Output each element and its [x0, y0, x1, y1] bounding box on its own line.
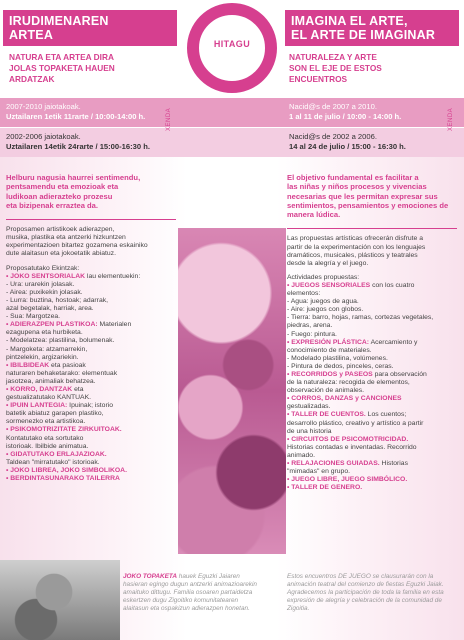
- activity-text: conocimiento de materiales.: [287, 346, 372, 354]
- intro-line: ludikoan adierazteko prozesu: [6, 191, 113, 201]
- date-line: Nacid@s de 2002 a 2006.: [289, 132, 377, 141]
- activity-title: • IPUIN LANTEGIA:: [6, 402, 68, 410]
- intro-line: necesarias que les permitan expresar sus: [287, 191, 438, 201]
- activity-text: naturaren behaketarako: elementuak: [6, 369, 118, 377]
- activity-text: ezagupena eta hurbiketa.: [6, 329, 83, 337]
- left-column: [6, 173, 176, 483]
- activity-item: [287, 282, 457, 339]
- xenda-label-right: XENDA: [448, 107, 454, 131]
- activity-text: - Airea: puxikekin jolasak.: [6, 288, 83, 296]
- activity-title: • KORRO, DANTZAK: [6, 385, 73, 393]
- activity-item: [287, 371, 457, 395]
- activity-item: [6, 273, 176, 322]
- activity-text: Materialen: [97, 321, 132, 329]
- intro-line: Helburu nagusia haurrei sentimendu,: [6, 173, 141, 182]
- para-line: partir de la experimentación con los lenguajes: [287, 243, 426, 251]
- activity-text: observación de animales.: [287, 387, 365, 395]
- activity-title: • GIDATUTAKO ERLAJAZIOAK.: [6, 450, 107, 458]
- header-left-line: ARTEA: [9, 28, 54, 42]
- activity-title: • BERDINTASUNARAKO TAILERRA: [6, 475, 120, 482]
- activity-title: • CIRCUITOS DE PSICOMOTRICIDAD.: [287, 435, 409, 443]
- right-activity-list: [287, 282, 457, 492]
- activity-item: [6, 321, 176, 361]
- header-right-line: IMAGINA EL ARTE,: [291, 14, 408, 28]
- footer-line: animación teatral del comienzo de fiestas Eguzki Jaiak.: [287, 581, 444, 588]
- xenda-label-left: XENDA: [166, 107, 172, 131]
- activity-title: • JUEGOS SENSORIALES: [287, 281, 371, 289]
- activity-text: con los cuatro: [370, 281, 415, 289]
- intro-line: sentimientos, pensamientos y emociones de: [287, 200, 449, 210]
- subtitle-line: JOLAS TOPAKETA HAUEN: [9, 63, 115, 73]
- date-line: Uztailaren 14etik 24rarte / 15:00-16:30 h.: [6, 142, 150, 151]
- activity-text: - Sua: Margotzea.: [6, 313, 61, 321]
- activity-text: elementos:: [287, 290, 321, 298]
- activity-text: Ipuinak; istorio: [67, 402, 114, 410]
- right-intro: [287, 173, 457, 219]
- activity-item: [6, 386, 176, 402]
- footer-left: [123, 573, 261, 613]
- activity-title: • EXPRESIÓN PLÁSTICA:: [287, 338, 370, 346]
- activity-title: • PSIKOMOTRIZITATE ZIRKUITOAK.: [6, 426, 122, 434]
- activity-text: para observación: [372, 370, 427, 378]
- activity-text: - Agua: juegos de agua.: [287, 298, 359, 306]
- subtitle-line: ENCUENTROS: [289, 74, 348, 84]
- intro-line: pentsamendu eta emozioak eta: [6, 182, 119, 192]
- intro-line: las niñas y niños procesos y vivencias: [287, 182, 427, 192]
- activity-item: [6, 362, 176, 386]
- header-left-line: IRUDIMENAREN: [9, 14, 109, 28]
- children-painting-photo: [178, 228, 286, 554]
- intro-line: manera lúdica.: [287, 210, 341, 220]
- dates-right-second: [289, 132, 459, 152]
- activity-text: de una historia: [287, 427, 332, 435]
- para-line: desde la alegría y el juego.: [287, 259, 369, 267]
- activity-text: gestualizadas.: [287, 403, 331, 411]
- dates-left-first: [6, 102, 176, 122]
- dates-right-first: [289, 102, 459, 122]
- footer-line: alaitasun eta ospakizun adierazpen honetan.: [123, 605, 250, 612]
- activity-title: • CORROS, DANZAS y CANCIONES: [287, 395, 402, 403]
- intro-line: El objetivo fundamental es facilitar a: [287, 173, 419, 182]
- activity-title: • JOKO LIBREA, JOKO SIMBOLIKOA.: [6, 466, 127, 474]
- footer-line: expresión de alegría y celebración de la comunidad de: [287, 597, 442, 604]
- activity-text: Acercamiento y: [369, 338, 418, 346]
- activity-text: Historias: [379, 460, 408, 468]
- activity-text: jasotzea, animaliak behatzea.: [6, 377, 96, 385]
- activity-text: Historias contadas e inventadas. Recorrido: [287, 443, 417, 451]
- para-line: musika, plastika eta antzerki hizkuntzen: [6, 234, 126, 242]
- subtitle-line: NATURA ETA ARTEA DIRA: [9, 52, 114, 62]
- proposals-heading: Actividades propuestas:: [287, 273, 360, 281]
- children-activity-photo: [0, 560, 120, 640]
- activity-text: - Modelatzea: plastilina, bolumenak.: [6, 337, 115, 345]
- subtitle-left: [9, 52, 179, 85]
- subtitle-line: NATURALEZA Y ARTE: [289, 52, 377, 62]
- activity-title: • TALLER DE CUENTOS.: [287, 411, 366, 419]
- activity-title: • IBILBIDEAK: [6, 361, 50, 369]
- left-paragraph: [6, 226, 176, 258]
- activity-text: eta pasioak: [49, 361, 86, 369]
- footer-line: amaituko dittugu. Familia osoaren partaidetza: [123, 589, 253, 596]
- activity-text: "mimadas" en grupo.: [287, 468, 351, 476]
- dates-left-second: [6, 132, 176, 152]
- activity-title: • JOKO SENTSORIALAK: [6, 272, 86, 280]
- divider: [6, 219, 176, 220]
- activity-text: - Tierra: barro, hojas, ramas, cortezas vegetales,: [287, 314, 434, 322]
- subtitle-right: [289, 52, 459, 85]
- footer-line: hasieran egingo dugun antzerki animazioarekin: [123, 581, 257, 588]
- activity-title: • RELAJACIONES GUIADAS.: [287, 460, 380, 468]
- date-line: Nacid@s de 2007 a 2010.: [289, 102, 377, 111]
- right-column: [287, 173, 457, 492]
- footer-line: hauek Eguzki Jaiaren: [176, 573, 240, 580]
- activity-text: istorioak. Ibilbide animatua.: [6, 442, 89, 450]
- activity-text: Los cuentos;: [365, 411, 407, 419]
- date-line: 14 al 24 de julio / 15:00 - 16:30 h.: [289, 142, 406, 151]
- footer-line: eskertzen dugu Zigoitiko komunitatearen: [123, 597, 239, 604]
- logo-text: HITAGU: [213, 39, 251, 49]
- activity-text: eta: [72, 385, 84, 393]
- activity-text: sormenezko eta artistikoa.: [6, 418, 86, 426]
- footer-line: Agradecemos la participación de toda la familia en esta: [287, 589, 444, 596]
- date-line: Uztailaren 1etik 11rarte / 10:00-14:00 h.: [6, 112, 146, 121]
- date-line: 2007-2010 jaiotakoak.: [6, 102, 81, 111]
- intro-line: eta bizipenak erraztea da.: [6, 200, 99, 210]
- header-right: [285, 10, 459, 46]
- footer-line: Zigoitia.: [287, 605, 310, 612]
- activity-item: [287, 395, 457, 411]
- activity-text: - Lurra: buztina, hostoak; adarrak,: [6, 296, 109, 304]
- activity-text: animado.: [287, 451, 315, 459]
- activity-text: batetik abiatuz garapen plastiko,: [6, 410, 104, 418]
- para-line: experimentazioen bitartez gozamena eskainiko: [6, 242, 148, 250]
- activity-item: [6, 402, 176, 426]
- left-activity-list: [6, 273, 176, 483]
- footer-line: Estos encuentros DE JUEGO se clausurarán con la: [287, 573, 434, 580]
- activity-item: [6, 426, 176, 450]
- activity-item: [287, 411, 457, 435]
- header-left: [3, 10, 177, 46]
- activity-text: pintzelekin, argizariekin.: [6, 353, 79, 361]
- activity-text: gestualizatutako KANTUAK.: [6, 394, 92, 402]
- activity-text: - Modelado plastilina, volúmenes.: [287, 354, 388, 362]
- activity-item: [287, 339, 457, 371]
- activity-title: • ADIERAZPEN PLASTIKOA:: [6, 321, 98, 329]
- activity-text: - Fuego: pintura.: [287, 330, 337, 338]
- date-line: 1 al 11 de julio / 10:00 - 14:00 h.: [289, 112, 402, 121]
- activity-text: - Ura: urarekin jolasak.: [6, 280, 75, 288]
- activity-text: Taldean "mirratutako" istorioak.: [6, 458, 100, 466]
- date-band-secondary: [0, 128, 464, 157]
- activity-text: azal begetalak, harriak, area.: [6, 305, 94, 313]
- activity-item: [6, 475, 176, 483]
- right-paragraph: [287, 235, 457, 267]
- para-line: Proposamen artistikoek adierazpen,: [6, 226, 115, 234]
- subtitle-line: ARDATZAK: [9, 74, 55, 84]
- date-band-primary: [0, 98, 464, 127]
- footer-strong: JOKO TOPAKETA: [123, 573, 177, 580]
- activity-text: de la naturaleza: recogida de elementos,: [287, 379, 410, 387]
- para-line: dramáticos, musicales, plásticos y teatrales: [287, 251, 418, 259]
- activity-text: Kontatutako eta sortutako: [6, 434, 84, 442]
- para-line: dute alaitasun eta jokoetatik abiatuz.: [6, 250, 116, 258]
- activity-item: [287, 460, 457, 476]
- activity-item: [6, 451, 176, 467]
- activity-item: [287, 484, 457, 492]
- activity-item: [6, 467, 176, 475]
- left-intro: [6, 173, 176, 210]
- proposals-heading: Proposatutako Ekintzak:: [6, 264, 80, 272]
- activity-title: • TALLER DE GENERO.: [287, 484, 363, 492]
- activity-title: • RECORRIDOS y PASEOS: [287, 370, 373, 378]
- activity-item: [287, 476, 457, 484]
- subtitle-line: SON EL EJE DE ESTOS: [289, 63, 382, 73]
- activity-text: desarrollo plástico, creativo y artístico a partir: [287, 419, 424, 427]
- para-line: Las propuestas artísticas ofrecerán disfrute a: [287, 235, 424, 243]
- footer-right: [287, 573, 457, 613]
- activity-title: • JUEGO LIBRE, JUEGO SIMBÓLICO.: [287, 476, 408, 484]
- activity-item: [287, 436, 457, 460]
- activity-text: piedras, arena.: [287, 322, 333, 330]
- hitagu-logo: [187, 3, 277, 93]
- date-line: 2002-2006 jaiotakoak.: [6, 132, 81, 141]
- header-right-line: EL ARTE DE IMAGINAR: [291, 28, 436, 42]
- activity-text: - Pintura de dedos, pinceles, ceras.: [287, 362, 394, 370]
- activity-text: lau elementuekin:: [85, 272, 141, 280]
- divider: [287, 228, 457, 229]
- activity-text: - Aire: juegos con globos.: [287, 306, 364, 314]
- activity-text: - Margoketa: atzamarrekin,: [6, 345, 88, 353]
